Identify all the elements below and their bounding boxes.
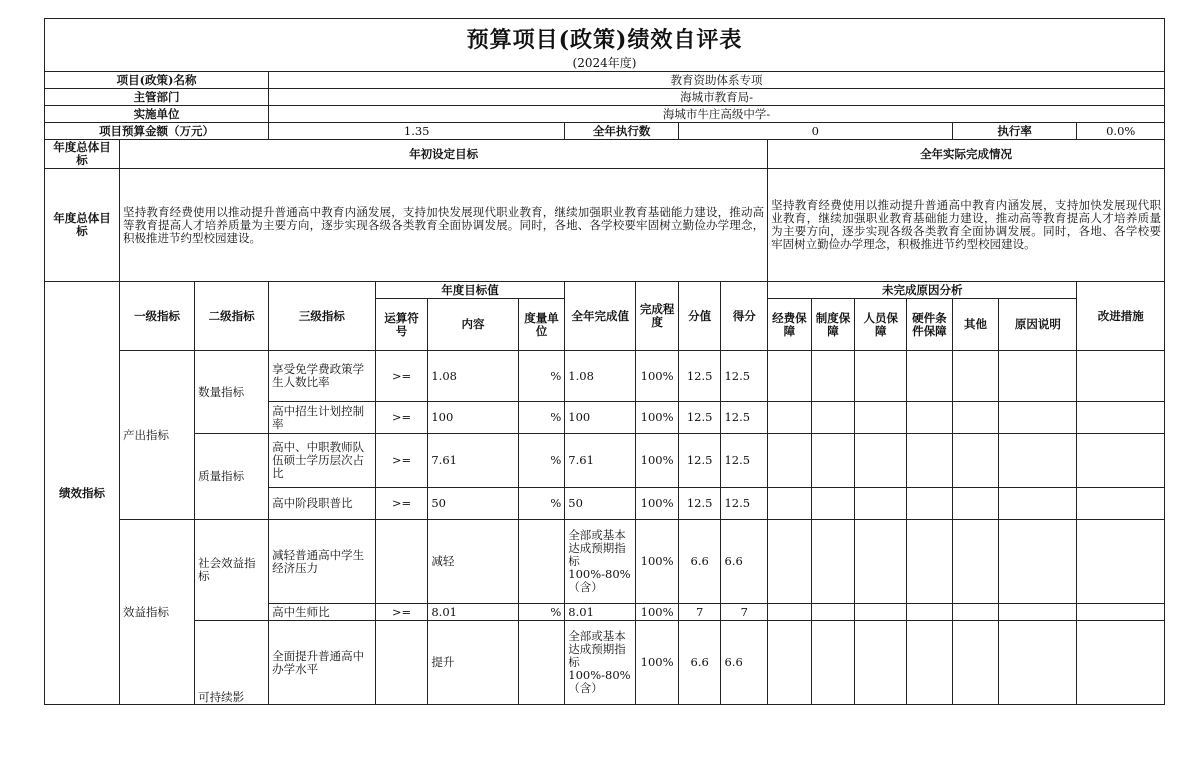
performance-self-evaluation-table bbox=[44, 18, 1165, 705]
header-content: 内容 bbox=[428, 299, 518, 351]
completion-cell: 100% bbox=[636, 604, 679, 621]
reason-other-cell bbox=[952, 621, 999, 705]
target-content-cell: 1.08 bbox=[428, 351, 518, 402]
header-unit: 度量单位 bbox=[518, 299, 565, 351]
score-cell: 6.6 bbox=[721, 520, 768, 604]
actual-goal-header: 全年实际完成情况 bbox=[768, 140, 1165, 169]
executed-value: 0 bbox=[678, 123, 952, 140]
operator-cell: >= bbox=[375, 604, 428, 621]
unit-cell: % bbox=[518, 434, 565, 488]
output-indicator-label: 产出指标 bbox=[120, 351, 195, 520]
actual-value-cell: 8.01 bbox=[565, 604, 636, 621]
dept-label: 主管部门 bbox=[45, 89, 269, 106]
operator-cell: >= bbox=[375, 351, 428, 402]
reason-hardware-cell bbox=[907, 621, 953, 705]
unit-cell: % bbox=[518, 402, 565, 434]
actual-value-cell: 全部或基本达成预期指标100%-80%（含） bbox=[565, 621, 636, 705]
unit-cell: % bbox=[518, 604, 565, 621]
reason-funding-cell bbox=[768, 621, 812, 705]
table-row bbox=[45, 621, 1165, 705]
rate-value: 0.0% bbox=[1077, 123, 1165, 140]
social-benefit-indicator-label: 社会效益指标 bbox=[195, 520, 269, 621]
operator-cell bbox=[375, 520, 428, 604]
reason-system-cell bbox=[811, 402, 855, 434]
reason-system-cell bbox=[811, 621, 855, 705]
indicator-name: 高中阶段职普比 bbox=[269, 488, 376, 520]
reason-system-cell bbox=[811, 351, 855, 402]
indicator-name: 高中招生计划控制率 bbox=[269, 402, 376, 434]
score-cell: 12.5 bbox=[721, 402, 768, 434]
reason-staff-cell bbox=[855, 621, 907, 705]
improve-cell bbox=[1077, 488, 1165, 520]
reason-system-cell bbox=[811, 520, 855, 604]
header-level2: 二级指标 bbox=[195, 282, 269, 351]
score-cell: 7 bbox=[721, 604, 768, 621]
header-level3: 三级指标 bbox=[269, 282, 376, 351]
benefit-indicator-label: 效益指标 bbox=[120, 520, 195, 705]
score-value-cell: 12.5 bbox=[678, 402, 721, 434]
dept-value: 海城市教育局- bbox=[269, 89, 1165, 106]
header-system: 制度保障 bbox=[811, 299, 855, 351]
reason-hardware-cell bbox=[907, 434, 953, 488]
reason-staff-cell bbox=[855, 488, 907, 520]
reason-funding-cell bbox=[768, 434, 812, 488]
sustainability-indicator-label: 可持续影 bbox=[195, 621, 269, 705]
reason-hardware-cell bbox=[907, 604, 953, 621]
header-explain: 原因说明 bbox=[999, 299, 1077, 351]
reason-funding-cell bbox=[768, 604, 812, 621]
project-name-label: 项目(政策)名称 bbox=[45, 72, 269, 89]
score-cell: 12.5 bbox=[721, 351, 768, 402]
improve-cell bbox=[1077, 621, 1165, 705]
table-row bbox=[45, 434, 1165, 488]
score-cell: 12.5 bbox=[721, 434, 768, 488]
score-cell: 12.5 bbox=[721, 488, 768, 520]
header-other: 其他 bbox=[952, 299, 999, 351]
reason-system-cell bbox=[811, 434, 855, 488]
unit-label: 实施单位 bbox=[45, 106, 269, 123]
reason-explain-cell bbox=[999, 604, 1077, 621]
header-level1: 一级指标 bbox=[120, 282, 195, 351]
indicator-name: 高中、中职教师队伍硕士学历层次占比 bbox=[269, 434, 376, 488]
indicator-name: 减轻普通高中学生经济压力 bbox=[269, 520, 376, 604]
executed-label: 全年执行数 bbox=[565, 123, 679, 140]
reason-hardware-cell bbox=[907, 488, 953, 520]
unit-cell: % bbox=[518, 488, 565, 520]
score-value-cell: 12.5 bbox=[678, 434, 721, 488]
header-funding: 经费保障 bbox=[768, 299, 812, 351]
reason-staff-cell bbox=[855, 402, 907, 434]
reason-staff-cell bbox=[855, 604, 907, 621]
reason-other-cell bbox=[952, 488, 999, 520]
actual-value-cell: 全部或基本达成预期指标100%-80%（含） bbox=[565, 520, 636, 604]
header-actual: 全年完成值 bbox=[565, 282, 636, 351]
target-content-cell: 50 bbox=[428, 488, 518, 520]
header-operator: 运算符号 bbox=[375, 299, 428, 351]
header-staff: 人员保障 bbox=[855, 299, 907, 351]
improve-cell bbox=[1077, 402, 1165, 434]
reason-other-cell bbox=[952, 604, 999, 621]
header-hardware: 硬件条件保障 bbox=[907, 299, 953, 351]
reason-staff-cell bbox=[855, 434, 907, 488]
title-cell bbox=[45, 19, 1165, 56]
indicator-name: 全面提升普通高中办学水平 bbox=[269, 621, 376, 705]
subtitle: (2024年度) bbox=[45, 55, 1165, 72]
completion-cell: 100% bbox=[636, 621, 679, 705]
table-row bbox=[45, 520, 1165, 604]
indicator-name: 高中生师比 bbox=[269, 604, 376, 621]
table-row bbox=[45, 351, 1165, 402]
improve-cell bbox=[1077, 434, 1165, 488]
improve-cell bbox=[1077, 604, 1165, 621]
actual-value-cell: 100 bbox=[565, 402, 636, 434]
reason-hardware-cell bbox=[907, 402, 953, 434]
reason-staff-cell bbox=[855, 351, 907, 402]
perf-section-label: 绩效指标 bbox=[45, 282, 120, 705]
operator-cell: >= bbox=[375, 402, 428, 434]
target-content-cell: 7.61 bbox=[428, 434, 518, 488]
score-value-cell: 12.5 bbox=[678, 351, 721, 402]
reason-hardware-cell bbox=[907, 351, 953, 402]
improve-cell bbox=[1077, 351, 1165, 402]
planned-goal-header: 年初设定目标 bbox=[120, 140, 768, 169]
reason-funding-cell bbox=[768, 402, 812, 434]
reason-staff-cell bbox=[855, 520, 907, 604]
reason-explain-cell bbox=[999, 434, 1077, 488]
goals-row-label: 年度总体目标 bbox=[45, 140, 120, 169]
reason-system-cell bbox=[811, 604, 855, 621]
reason-other-cell bbox=[952, 402, 999, 434]
project-name-value: 教育资助体系专项 bbox=[269, 72, 1165, 89]
actual-value-cell: 50 bbox=[565, 488, 636, 520]
rate-label: 执行率 bbox=[952, 123, 1077, 140]
reason-funding-cell bbox=[768, 520, 812, 604]
reason-funding-cell bbox=[768, 351, 812, 402]
header-score: 得分 bbox=[721, 282, 768, 351]
reason-funding-cell bbox=[768, 488, 812, 520]
completion-cell: 100% bbox=[636, 402, 679, 434]
operator-cell: >= bbox=[375, 434, 428, 488]
actual-goal-text: 坚持教育经费使用以推动提升普通高中教育内涵发展，支持加快发展现代职业教育，继续加强职业教育基础能力建设，推动高等教育提高人才培养质量为主要方向，逐步实现各级各类教育全面协调发展。同时，各地、各学校要牢固树立勤俭办学理念，积极推进节约型校园建设。 bbox=[768, 169, 1165, 282]
score-value-cell: 6.6 bbox=[678, 621, 721, 705]
reason-other-cell bbox=[952, 351, 999, 402]
improve-cell bbox=[1077, 520, 1165, 604]
header-reason-group: 未完成原因分析 bbox=[768, 282, 1077, 299]
unit-value: 海城市牛庄高级中学- bbox=[269, 106, 1165, 123]
reason-other-cell bbox=[952, 520, 999, 604]
reason-hardware-cell bbox=[907, 520, 953, 604]
reason-explain-cell bbox=[999, 402, 1077, 434]
reason-explain-cell bbox=[999, 488, 1077, 520]
goals-row-label-2: 年度总体目标 bbox=[45, 169, 120, 282]
score-value-cell: 12.5 bbox=[678, 488, 721, 520]
quality-indicator-label: 质量指标 bbox=[195, 434, 269, 520]
operator-cell bbox=[375, 621, 428, 705]
completion-cell: 100% bbox=[636, 488, 679, 520]
target-content-cell: 8.01 bbox=[428, 604, 518, 621]
target-content-cell: 减轻 bbox=[428, 520, 518, 604]
header-score-value: 分值 bbox=[678, 282, 721, 351]
score-value-cell: 7 bbox=[678, 604, 721, 621]
unit-cell: % bbox=[518, 351, 565, 402]
header-completion: 完成程度 bbox=[636, 282, 679, 351]
reason-other-cell bbox=[952, 434, 999, 488]
score-value-cell: 6.6 bbox=[678, 520, 721, 604]
actual-value-cell: 7.61 bbox=[565, 434, 636, 488]
indicator-name: 享受免学费政策学生人数比率 bbox=[269, 351, 376, 402]
budget-label: 项目预算金额（万元） bbox=[45, 123, 269, 140]
reason-system-cell bbox=[811, 488, 855, 520]
quantity-indicator-label: 数量指标 bbox=[195, 351, 269, 434]
target-content-cell: 100 bbox=[428, 402, 518, 434]
unit-cell bbox=[518, 621, 565, 705]
planned-goal-text: 坚持教育经费使用以推动提升普通高中教育内涵发展，支持加快发展现代职业教育，继续加强职业教育基础能力建设，推动高等教育提高人才培养质量为主要方向，逐步实现各级各类教育全面协调发展。同时，各地、各学校要牢固树立勤俭办学理念，积极推进节约型校园建设。 bbox=[120, 169, 768, 282]
score-cell: 6.6 bbox=[721, 621, 768, 705]
budget-value: 1.35 bbox=[269, 123, 565, 140]
reason-explain-cell bbox=[999, 351, 1077, 402]
unit-cell bbox=[518, 520, 565, 604]
reason-explain-cell bbox=[999, 520, 1077, 604]
header-target-group: 年度目标值 bbox=[375, 282, 565, 299]
completion-cell: 100% bbox=[636, 434, 679, 488]
actual-value-cell: 1.08 bbox=[565, 351, 636, 402]
page-title: 预算项目(政策)绩效自评表 bbox=[466, 27, 743, 53]
completion-cell: 100% bbox=[636, 351, 679, 402]
target-content-cell: 提升 bbox=[428, 621, 518, 705]
reason-explain-cell bbox=[999, 621, 1077, 705]
completion-cell: 100% bbox=[636, 520, 679, 604]
operator-cell: >= bbox=[375, 488, 428, 520]
header-improve: 改进措施 bbox=[1077, 282, 1165, 351]
